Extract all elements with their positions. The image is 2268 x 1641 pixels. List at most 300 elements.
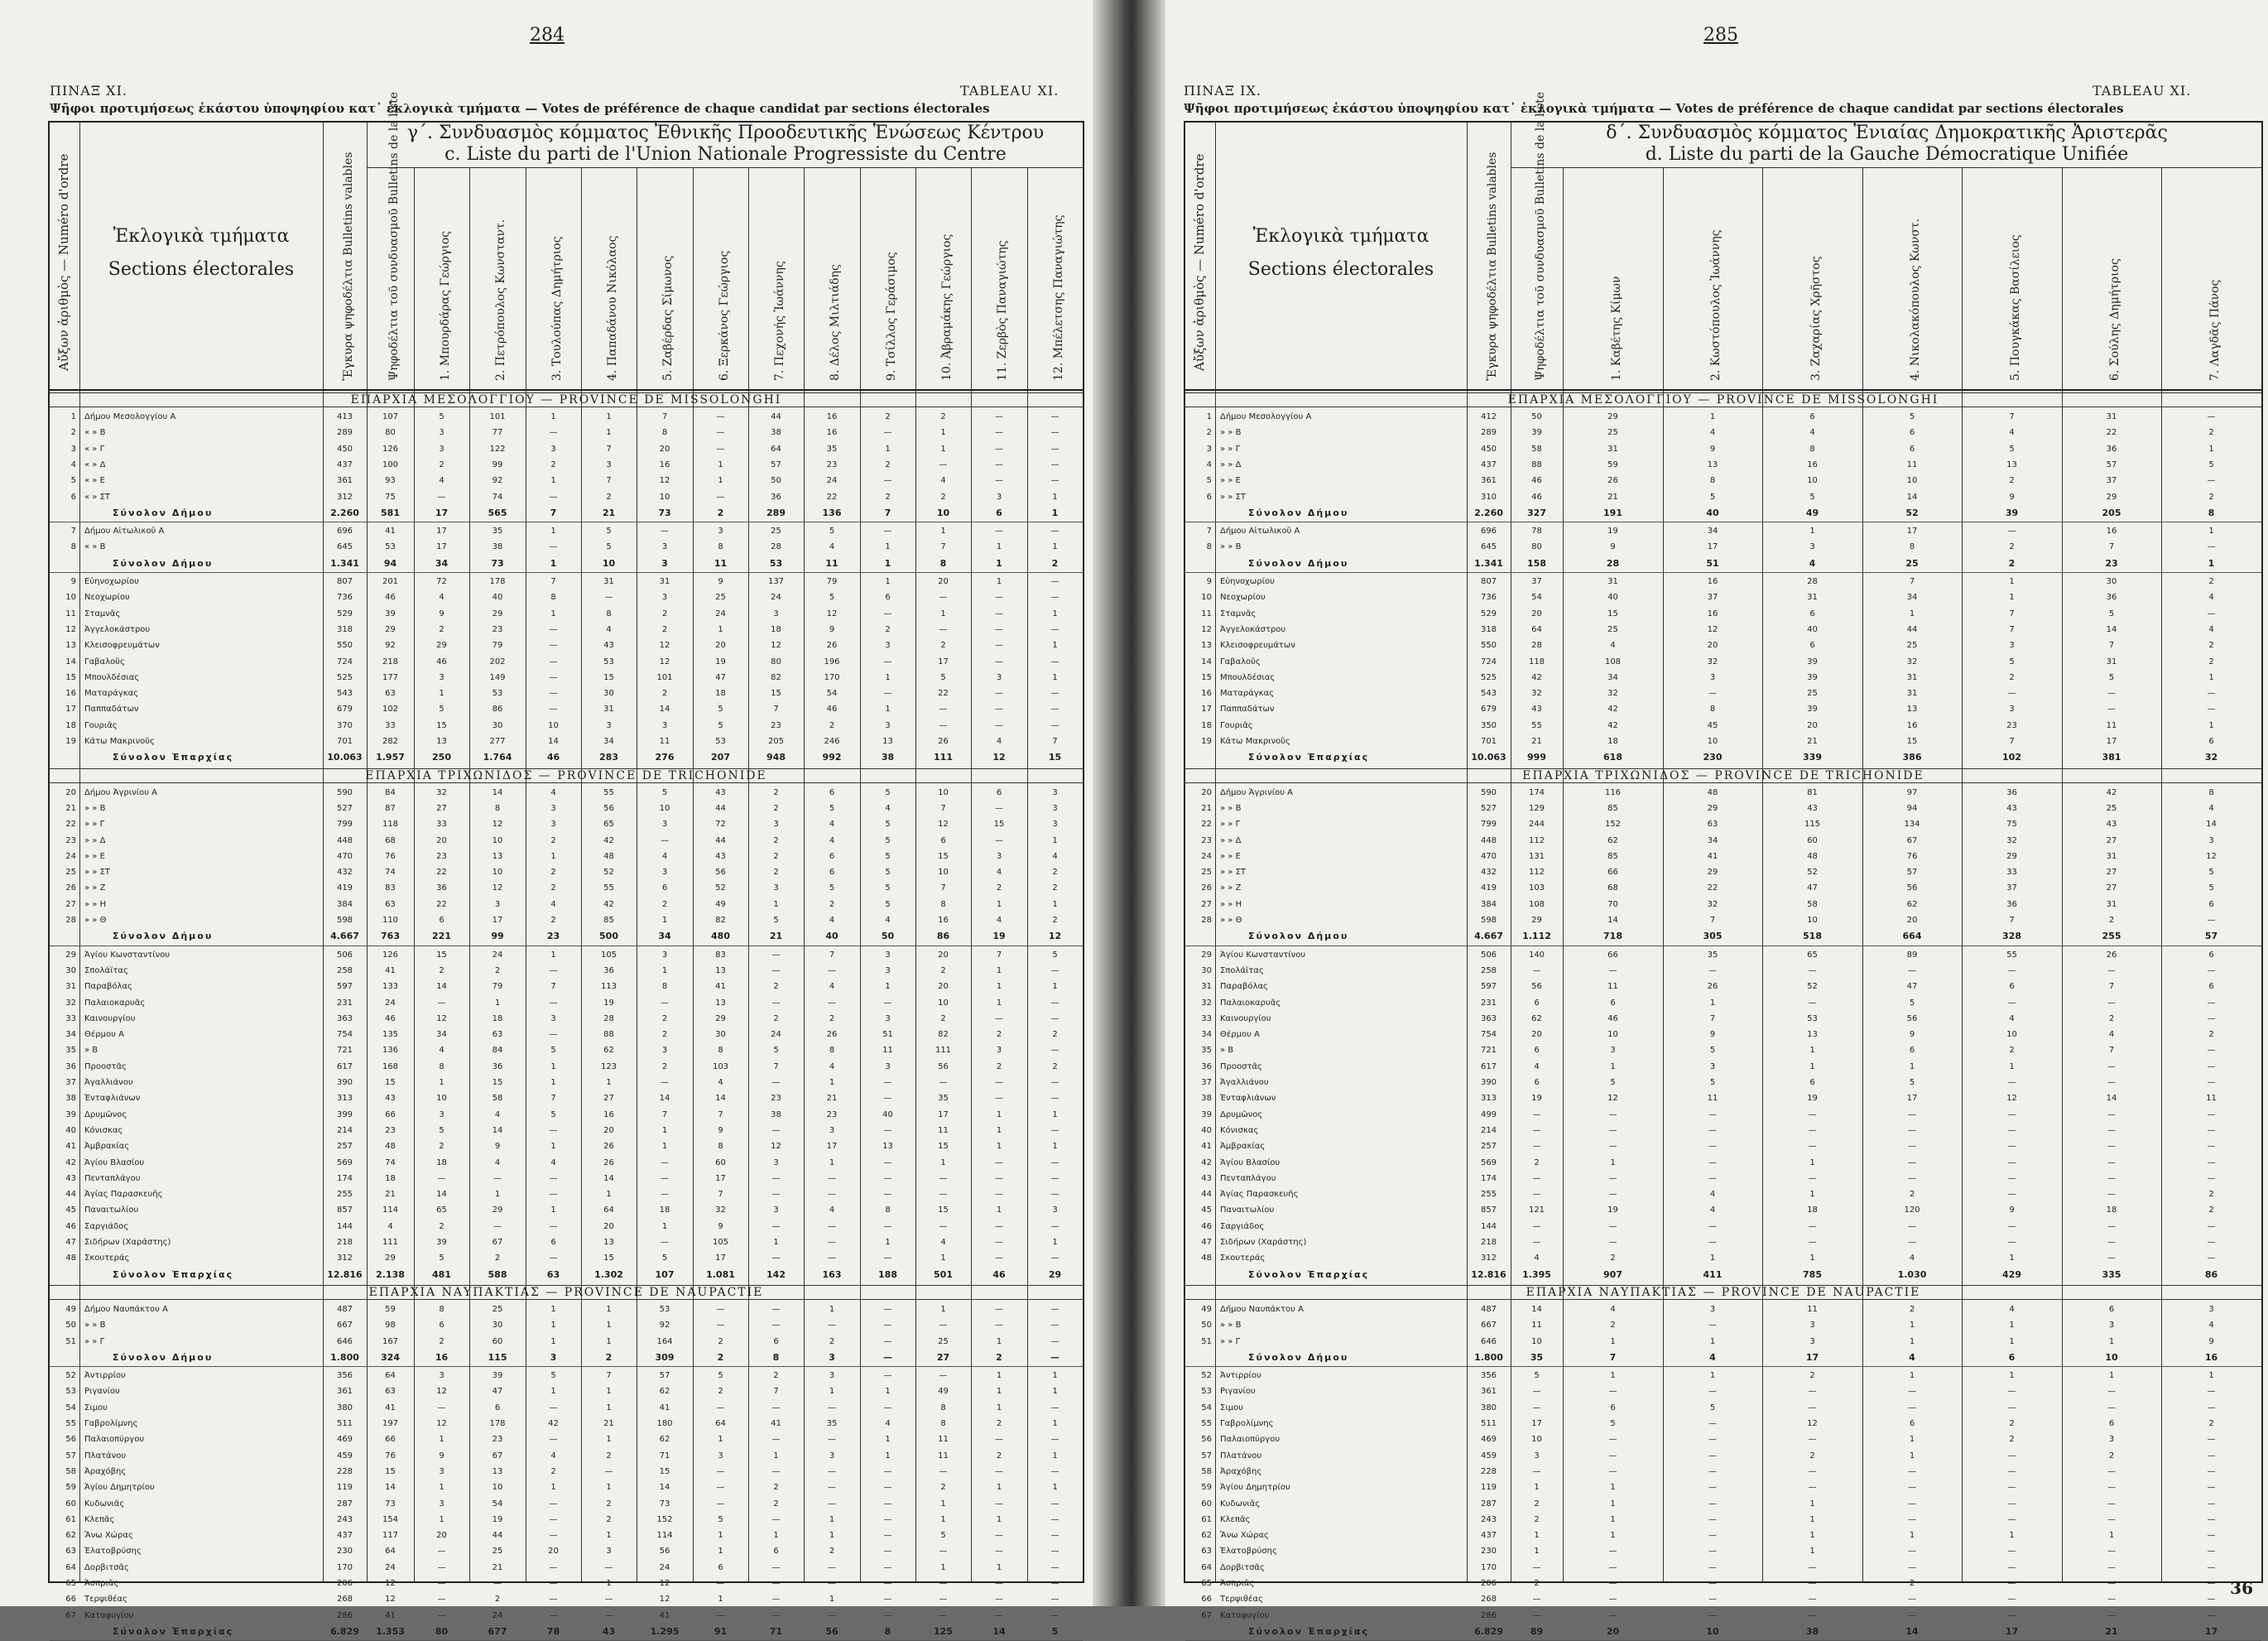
- row-number: 57: [65, 1451, 76, 1461]
- book-gutter: [1093, 0, 1165, 1606]
- cell-value: 71: [659, 1451, 670, 1461]
- cell-value: 67: [492, 1451, 503, 1461]
- cell-value: 76: [1906, 851, 1918, 861]
- cell-value: 12: [826, 609, 838, 618]
- cell-value: 12: [1048, 931, 1062, 942]
- section-name: » » Β: [1220, 1321, 1242, 1331]
- cell-value: 1: [940, 1562, 946, 1572]
- cell-value: 569: [1480, 1157, 1497, 1167]
- cell-value: 527: [1480, 803, 1497, 813]
- cell-value: 56: [1531, 982, 1542, 992]
- section-name: » » Β: [84, 803, 106, 813]
- row-number: 45: [1201, 1205, 1212, 1215]
- cell-value: —: [1050, 412, 1060, 421]
- cell-value: —: [939, 1221, 948, 1231]
- cell-value: —: [549, 1595, 558, 1605]
- cell-value: 569: [336, 1157, 353, 1167]
- cell-value: 74: [492, 492, 503, 502]
- candidate-name: 10. Ἀβραμάκης Γεώργιος: [939, 233, 954, 381]
- cell-value: 2: [550, 916, 556, 925]
- cell-value: 1: [550, 476, 556, 486]
- table-row: [1185, 1027, 2261, 1042]
- table-row: [50, 1350, 1083, 1365]
- section-name: Σύνολον Δήμου: [1248, 557, 1349, 569]
- cell-value: —: [883, 1221, 892, 1231]
- cell-value: 201: [382, 577, 399, 586]
- cell-value: 1: [940, 1499, 946, 1509]
- cell-value: 23: [546, 931, 560, 942]
- cell-value: 14: [2106, 624, 2117, 634]
- cell-value: —: [2007, 1387, 2016, 1397]
- cell-value: 6: [1809, 1078, 1815, 1087]
- cell-value: —: [1050, 1562, 1060, 1572]
- cell-value: —: [661, 835, 669, 845]
- cell-value: —: [828, 1610, 836, 1620]
- cell-value: 19: [1531, 1094, 1542, 1104]
- cell-value: 258: [1480, 965, 1497, 975]
- cell-value: —: [549, 1514, 558, 1524]
- cell-value: 17: [938, 657, 949, 667]
- row-number: 46: [65, 1221, 76, 1231]
- cell-value: 152: [1604, 820, 1622, 830]
- row-number: 45: [65, 1205, 76, 1215]
- cell-value: 38: [771, 1109, 781, 1119]
- cell-value: 2: [773, 1371, 779, 1381]
- cell-value: 11: [1707, 1094, 1718, 1104]
- cell-value: —: [1050, 1173, 1060, 1183]
- cell-value: 1: [829, 1531, 835, 1541]
- cell-value: 36: [2006, 899, 2017, 909]
- section-name: Κόνισκας: [84, 1125, 123, 1135]
- cell-value: 4: [1909, 1254, 1915, 1263]
- row-number: 1: [1206, 412, 1212, 421]
- cell-value: —: [1532, 1238, 1541, 1247]
- section-name: Κλεισοφρευμάτων: [84, 641, 160, 651]
- cell-value: 2: [885, 624, 891, 634]
- cell-value: 12: [436, 1419, 447, 1428]
- table-row: [1185, 1560, 2261, 1576]
- cell-value: 5: [439, 1125, 444, 1135]
- cell-value: 1: [1709, 1254, 1716, 1263]
- cell-value: 1: [1052, 492, 1058, 502]
- cell-value: 191: [1603, 507, 1622, 518]
- cell-value: 255: [1480, 1190, 1497, 1200]
- cell-value: 34: [603, 737, 614, 746]
- cell-value: 501: [934, 1268, 953, 1280]
- cell-value: —: [995, 705, 1003, 715]
- table-row: [50, 556, 1083, 571]
- cell-value: 370: [336, 720, 353, 730]
- cell-value: 1: [1052, 1451, 1058, 1461]
- cell-value: 31: [659, 577, 670, 586]
- cell-value: —: [2007, 1221, 2016, 1231]
- cell-value: 42: [603, 899, 614, 909]
- cell-value: 115: [1804, 820, 1821, 830]
- cell-value: —: [1908, 1403, 1916, 1412]
- cell-value: —: [883, 1547, 892, 1557]
- cell-value: 10: [436, 1094, 447, 1104]
- cell-value: 2: [2208, 1190, 2214, 1200]
- cell-value: 63: [492, 1030, 503, 1040]
- cell-value: —: [995, 1254, 1003, 1263]
- cell-value: 361: [336, 1387, 353, 1397]
- cell-value: 1: [494, 998, 501, 1008]
- cell-value: 19: [603, 998, 614, 1008]
- cell-value: 57: [1906, 868, 1918, 878]
- cell-value: 1: [1052, 1109, 1058, 1119]
- cell-value: 39: [492, 1371, 503, 1381]
- candidate-header: [414, 167, 470, 389]
- cell-value: 221: [432, 931, 451, 942]
- table-label-greek: ΠΙΝΑΞ XI.: [50, 83, 127, 99]
- cell-value: 29: [1707, 868, 1718, 878]
- row-number: 35: [65, 1046, 76, 1056]
- cell-value: 180: [656, 1419, 673, 1428]
- cell-value: 9: [1709, 444, 1716, 454]
- cell-value: 9: [1709, 1030, 1716, 1040]
- cell-value: 5: [550, 1046, 556, 1056]
- table-label-greek: ΠΙΝΑΞ IX.: [1184, 83, 1261, 99]
- cell-value: 32: [1707, 899, 1718, 909]
- section-name: Δήμου Ναυπάκτου Α: [1220, 1304, 1304, 1314]
- table-row: [1185, 880, 2261, 896]
- cell-value: —: [1050, 1254, 1060, 1263]
- cell-value: —: [2107, 1142, 2116, 1152]
- cell-value: 26: [603, 1157, 614, 1167]
- cell-value: 3: [606, 460, 612, 469]
- cell-value: 34: [436, 1030, 447, 1040]
- cell-value: 2: [494, 965, 501, 975]
- cell-value: 4: [2009, 428, 2015, 438]
- section-name: Κάτω Μακρινοῦς: [1220, 737, 1290, 746]
- cell-value: 525: [336, 672, 353, 682]
- cell-value: 39: [1807, 657, 1818, 667]
- candidate-header: [2161, 167, 2262, 389]
- cell-value: 2: [940, 1483, 946, 1493]
- cell-value: 363: [336, 1013, 353, 1023]
- cell-value: 3: [439, 444, 444, 454]
- cell-value: 6: [996, 787, 1002, 797]
- cell-value: 1: [773, 1531, 779, 1541]
- cell-value: 140: [1528, 950, 1545, 960]
- table-row: [1185, 1334, 2261, 1350]
- cell-value: 2: [829, 1336, 835, 1346]
- cell-value: 268: [336, 1595, 353, 1605]
- cell-value: 18: [436, 1157, 447, 1167]
- cell-value: —: [771, 1435, 781, 1445]
- cell-value: 7: [2009, 916, 2015, 925]
- cell-value: 3: [661, 557, 668, 569]
- table-row: [1185, 1350, 2261, 1365]
- party-name-greek: γ΄. Συνδυασμὸς κόμματος Ἐθνικῆς Προοδευτικῆς Ἑνώσεως Κέντρου: [406, 123, 1045, 143]
- cell-value: 6: [2208, 737, 2214, 746]
- cell-value: 1: [661, 1142, 668, 1152]
- cell-value: 13: [1707, 460, 1718, 469]
- cell-value: 10: [548, 720, 559, 730]
- cell-value: 12: [2206, 851, 2217, 861]
- section-name: Παππαδάτων: [84, 705, 139, 715]
- cell-value: 2: [996, 1451, 1002, 1461]
- cell-value: 1.957: [376, 752, 405, 763]
- cell-value: 8: [1709, 705, 1716, 715]
- section-name: Σύνολον Δήμου: [1248, 1351, 1349, 1363]
- cell-value: 17: [436, 542, 447, 552]
- cell-value: 49: [938, 1387, 949, 1397]
- cell-value: 23: [492, 1435, 503, 1445]
- cell-value: 57: [771, 460, 781, 469]
- cell-value: —: [549, 1403, 558, 1412]
- cell-value: 111: [382, 1238, 399, 1247]
- table-row: [50, 718, 1083, 734]
- cell-value: 2: [773, 1499, 779, 1509]
- table-row: [1185, 963, 2261, 979]
- cell-value: 3: [2009, 641, 2015, 651]
- cell-value: —: [883, 1403, 892, 1412]
- cell-value: 324: [381, 1351, 400, 1363]
- cell-value: 721: [1480, 1046, 1497, 1056]
- table-row: [1185, 1591, 2261, 1607]
- cell-value: 51: [1706, 557, 1719, 569]
- row-number: 22: [1201, 820, 1212, 830]
- cell-value: 721: [336, 1046, 353, 1056]
- cell-value: 79: [826, 577, 838, 586]
- cell-value: 41: [771, 1419, 781, 1428]
- cell-value: 1: [1534, 1483, 1540, 1493]
- party-header: [367, 123, 1084, 168]
- cell-value: 701: [336, 737, 353, 746]
- candidate-name: 7. Λαγδᾶς Πάνος: [2208, 279, 2222, 381]
- cell-value: —: [2207, 1562, 2216, 1572]
- cell-value: 31: [1906, 689, 1918, 699]
- cell-value: 1: [1610, 1336, 1616, 1346]
- cell-value: 2: [661, 1061, 668, 1071]
- cell-value: 1: [606, 1078, 612, 1087]
- cell-value: 3: [2108, 1435, 2115, 1445]
- cell-value: 2: [773, 1013, 779, 1023]
- cell-value: 1: [996, 1142, 1002, 1152]
- cell-value: 1: [550, 1387, 556, 1397]
- cell-value: 11: [938, 1125, 949, 1135]
- section-name: Σιδήρων (Χαράστης): [1220, 1238, 1307, 1247]
- cell-value: 645: [1480, 542, 1497, 552]
- section-name: Δορβιτσᾶς: [1220, 1562, 1265, 1572]
- cell-value: 390: [1480, 1078, 1497, 1087]
- cell-value: 15: [771, 689, 781, 699]
- table-row: [1185, 801, 2261, 816]
- cell-value: 144: [1480, 1221, 1497, 1231]
- cell-value: 6: [550, 1238, 556, 1247]
- cell-value: 1: [829, 1078, 835, 1087]
- section-name: » » Β: [1220, 428, 1242, 438]
- cell-value: 12: [771, 1142, 781, 1152]
- section-name: Ἁγίου Κωνσταντίνου: [1220, 950, 1306, 960]
- row-number: 26: [1201, 883, 1212, 893]
- cell-value: 29: [385, 1254, 396, 1263]
- section-name: Γαβρολίμνης: [1220, 1419, 1274, 1428]
- cell-value: —: [883, 1514, 892, 1524]
- cell-value: 4: [2108, 1030, 2115, 1040]
- cell-value: 17: [435, 507, 449, 518]
- cell-value: —: [1708, 1466, 1717, 1476]
- cell-value: 1: [1051, 507, 1059, 518]
- cell-value: 543: [336, 689, 353, 699]
- cell-value: 2: [996, 1061, 1002, 1071]
- cell-value: 11: [882, 1046, 893, 1056]
- cell-value: 62: [1906, 899, 1918, 909]
- cell-value: 63: [546, 1268, 560, 1280]
- cell-value: 8: [550, 593, 556, 603]
- cell-value: —: [995, 1013, 1003, 1023]
- cell-value: 18: [385, 1173, 396, 1183]
- cell-value: 3: [829, 1371, 835, 1381]
- cell-value: 152: [656, 1514, 673, 1524]
- cell-value: 1: [1534, 1547, 1540, 1557]
- section-name: Δορβιτσᾶς: [84, 1562, 129, 1572]
- candidate-header: [748, 167, 805, 389]
- row-number: 11: [65, 609, 76, 618]
- cell-value: 1: [1052, 609, 1058, 618]
- cell-value: —: [661, 1157, 669, 1167]
- section-name: Εὐηνοχωρίου: [84, 577, 139, 586]
- cell-value: —: [1808, 1579, 1817, 1588]
- section-name: Καταφυγίου: [1220, 1610, 1270, 1620]
- cell-value: —: [2007, 1610, 2016, 1620]
- cell-value: 361: [336, 476, 353, 486]
- cell-value: 89: [1906, 950, 1918, 960]
- cell-value: —: [549, 1579, 558, 1588]
- cell-value: —: [771, 1190, 781, 1200]
- cell-value: —: [1532, 1190, 1541, 1200]
- cell-value: 47: [1807, 883, 1818, 893]
- cell-value: 4: [606, 624, 612, 634]
- table-row: [50, 1416, 1083, 1432]
- cell-value: 5: [1610, 1078, 1616, 1087]
- cell-value: 4: [1709, 428, 1716, 438]
- table-row: [50, 1219, 1083, 1234]
- cell-value: 9: [718, 577, 723, 586]
- cell-value: 133: [382, 982, 399, 992]
- section-name: Σαργιάδος: [1220, 1221, 1265, 1231]
- cell-value: 46: [385, 593, 396, 603]
- cell-value: —: [549, 689, 558, 699]
- table-row: [50, 1042, 1083, 1058]
- cell-value: 2: [1534, 1499, 1540, 1509]
- cell-value: 73: [659, 1499, 670, 1509]
- cell-value: 8: [940, 1419, 946, 1428]
- cell-value: 8: [939, 557, 947, 569]
- cell-value: 10: [659, 803, 670, 813]
- cell-value: 1: [1809, 527, 1815, 537]
- row-number: 32: [65, 998, 76, 1008]
- cell-value: 5: [2108, 672, 2115, 682]
- cell-value: 53: [385, 542, 396, 552]
- cell-value: 16: [659, 460, 670, 469]
- cell-value: —: [1708, 1579, 1717, 1588]
- cell-value: 24: [826, 476, 838, 486]
- cell-value: —: [995, 803, 1003, 813]
- cell-value: 2: [1534, 1579, 1540, 1588]
- cell-value: —: [1808, 1466, 1817, 1476]
- cell-value: 11: [938, 1435, 949, 1445]
- cell-value: —: [1608, 1173, 1617, 1183]
- cell-value: 58: [1807, 899, 1818, 909]
- cell-value: 679: [1480, 705, 1497, 715]
- cell-value: —: [1608, 1579, 1617, 1588]
- row-number: 7: [70, 527, 76, 537]
- cell-value: —: [2007, 1403, 2016, 1412]
- table-row: [1185, 947, 2261, 963]
- cell-value: 108: [1528, 899, 1545, 909]
- table-row: [50, 1591, 1083, 1607]
- row-number: 66: [1201, 1595, 1212, 1605]
- cell-value: 99: [492, 460, 503, 469]
- cell-value: 48: [385, 1142, 396, 1152]
- cell-value: 7: [606, 444, 612, 454]
- cell-value: 356: [336, 1371, 353, 1381]
- cell-value: 5: [1909, 412, 1915, 421]
- cell-value: 65: [1807, 950, 1818, 960]
- cell-value: 22: [436, 899, 447, 909]
- cell-value: —: [1608, 1466, 1617, 1476]
- cell-value: 14: [1531, 1304, 1542, 1314]
- cell-value: 10: [1906, 476, 1918, 486]
- cell-value: 399: [336, 1109, 353, 1119]
- cell-value: 10: [1807, 916, 1818, 925]
- cell-value: 1.295: [650, 1625, 680, 1637]
- cell-value: —: [1050, 1499, 1060, 1509]
- table-row: [50, 523, 1083, 539]
- cell-value: 5: [1909, 1078, 1915, 1087]
- cell-value: 25: [1807, 689, 1818, 699]
- candidate-header: [1762, 167, 1863, 389]
- cell-value: 46: [385, 1013, 396, 1023]
- cell-value: 1: [1709, 1336, 1716, 1346]
- cell-value: —: [1050, 1351, 1060, 1363]
- cell-value: 7: [1909, 577, 1915, 586]
- row-number: 12: [1201, 624, 1212, 634]
- cell-value: 2: [996, 1030, 1002, 1040]
- valid-ballots-header: [323, 123, 368, 389]
- cell-value: —: [883, 1321, 892, 1331]
- cell-value: 10: [2006, 1030, 2017, 1040]
- cell-value: 1: [1610, 1371, 1616, 1381]
- cell-value: 724: [336, 657, 353, 667]
- row-number: 30: [1201, 965, 1212, 975]
- cell-value: 41: [385, 527, 396, 537]
- cell-value: —: [2207, 1403, 2216, 1412]
- table-row: [50, 654, 1083, 670]
- cell-value: 17: [826, 1142, 838, 1152]
- cell-value: 2: [2108, 916, 2115, 925]
- row-number: 55: [65, 1419, 76, 1428]
- cell-value: 31: [2106, 851, 2117, 861]
- cell-value: 1: [1610, 1061, 1616, 1071]
- cell-value: —: [771, 1321, 781, 1331]
- candidate-name: 4. Παπαδάνου Νικόλαος: [605, 235, 619, 381]
- cell-value: —: [2207, 476, 2216, 486]
- cell-value: 63: [385, 689, 396, 699]
- cell-value: —: [1808, 1435, 1817, 1445]
- cell-value: 170: [1480, 1562, 1497, 1572]
- cell-value: —: [2107, 1173, 2116, 1183]
- cell-value: 3: [661, 720, 668, 730]
- cell-value: 1: [1909, 1451, 1915, 1461]
- cell-value: 27: [436, 803, 447, 813]
- cell-value: 67: [1906, 835, 1918, 845]
- cell-value: 3: [996, 851, 1002, 861]
- cell-value: 78: [1531, 527, 1542, 537]
- cell-value: 15: [993, 820, 1005, 830]
